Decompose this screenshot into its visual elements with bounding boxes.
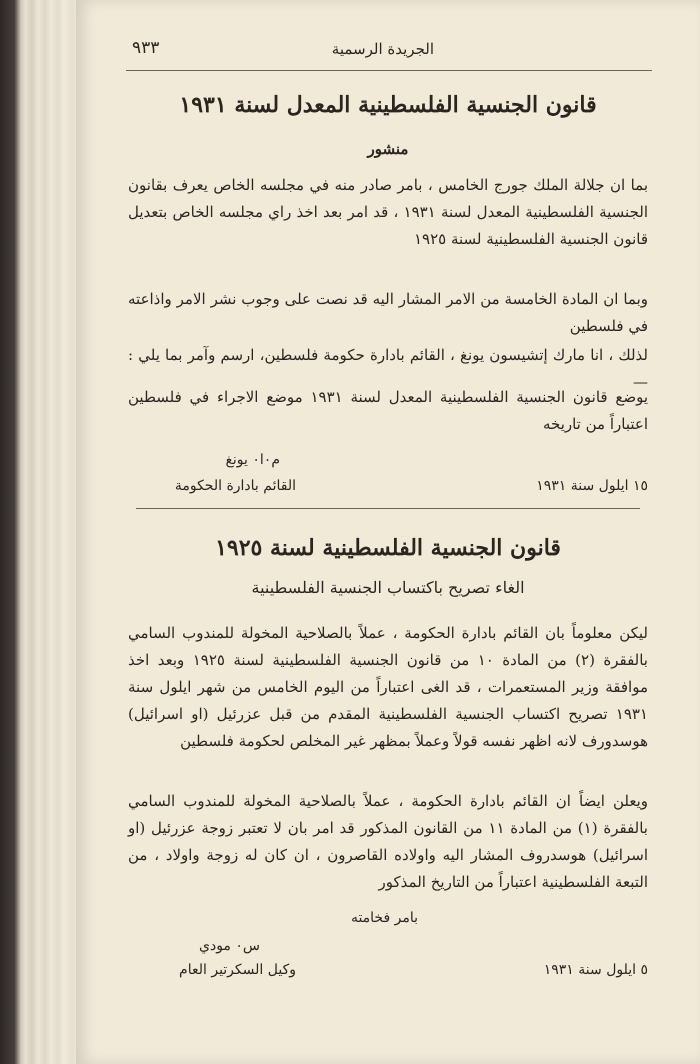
proclamation-label: منشور xyxy=(367,140,409,158)
signature-name-moody: س٠ مودي xyxy=(199,938,260,954)
paragraph-1931-decree: لذلك ، انا مارك إتشيسون يونغ ، القائم بادارة حكومة فلسطين، ارسم وآمر بما يلي :— xyxy=(128,346,648,391)
date-2: ٥ ايلول سنة ١٩٣١ xyxy=(543,962,648,978)
book-page-edges xyxy=(0,0,80,1064)
signature-title-2: وكيل السكرتير العام xyxy=(179,962,296,978)
revocation-subtitle: الغاء تصريح باكتساب الجنسية الفلسطينية xyxy=(251,578,525,597)
date-1: ١٥ ايلول سنة ١٩٣١ xyxy=(536,478,648,494)
section-divider xyxy=(136,508,640,509)
law-title-1925: قانون الجنسية الفلسطينية لسنة ١٩٢٥ xyxy=(215,535,561,561)
paragraph-1931-enactment: يوضع قانون الجنسية الفلسطينية المعدل لسنة ١٩٣١ موضع الاجراء في فلسطين اعتباراً من تاريخه xyxy=(128,388,648,433)
page-header xyxy=(126,36,652,71)
order-line: بامر فخامته xyxy=(350,910,418,926)
signature-title-1: القائم بادارة الحكومة xyxy=(174,478,296,494)
paragraph-1925-family: ويعلن ايضاً ان القائم بادارة الحكومة ، عملاً بالصلاحية المخولة للمندوب السامي بالفقرة (١) من المادة ١١ من القانون المذكور قد امر بان لا تعتبر زوجة عزرئيل (او اسرائيل) هوسدروف المشار اليه واولاده القاصرون ، ان كان له زوجة واولاد ، من التبعة الفلسطينية اعتباراً من التاريخ المذكور xyxy=(128,792,648,891)
page-number: ٩٣٣ xyxy=(132,38,160,58)
gazette-page xyxy=(76,0,700,1064)
paragraph-1931-preamble: بما ان جلالة الملك جورج الخامس ، بامر صادر منه في مجلسه الخاص يعرف بقانون الجنسية الفلسطينية المعدل لسنة ١٩٣١ ، قد امر بعد اخذ راي مجلسه الخاص بتعديل قانون الجنسية الفلسطينية لسنة ١٩٢٥ xyxy=(128,176,648,248)
law-title-1931: قانون الجنسية الفلسطينية المعدل لسنة ١٩٣١ xyxy=(179,92,597,118)
gazette-title: الجريدة الرسمية xyxy=(331,40,434,58)
paragraph-1931-publication: وبما ان المادة الخامسة من الامر المشار اليه قد نصت على وجوب نشر الامر واذاعته في فلسطين xyxy=(128,290,648,335)
signature-name-young: م٠ا٠ يونغ xyxy=(225,452,280,468)
paragraph-1925-revocation: ليكن معلوماً بان القائم بادارة الحكومة ، عملاً بالصلاحية المخولة للمندوب السامي بالفقرة (٢) من المادة ١٠ من قانون الجنسية الفلسطينية لسنة ١٩٢٥ وبعد اخذ موافقة وزير المستعمرات ، قد الغى اعتباراً من اليوم الخامس من شهر ايلول سنة ١٩٣١ تصريح اكتساب الجنسية الفلسطينية المقدم من قبل عزرئيل (او اسرائيل) هوسدورف لانه اظهر نفسه قولاً وعملاً بمظهر غير المخلص لحكومة فلسطين xyxy=(128,624,648,750)
